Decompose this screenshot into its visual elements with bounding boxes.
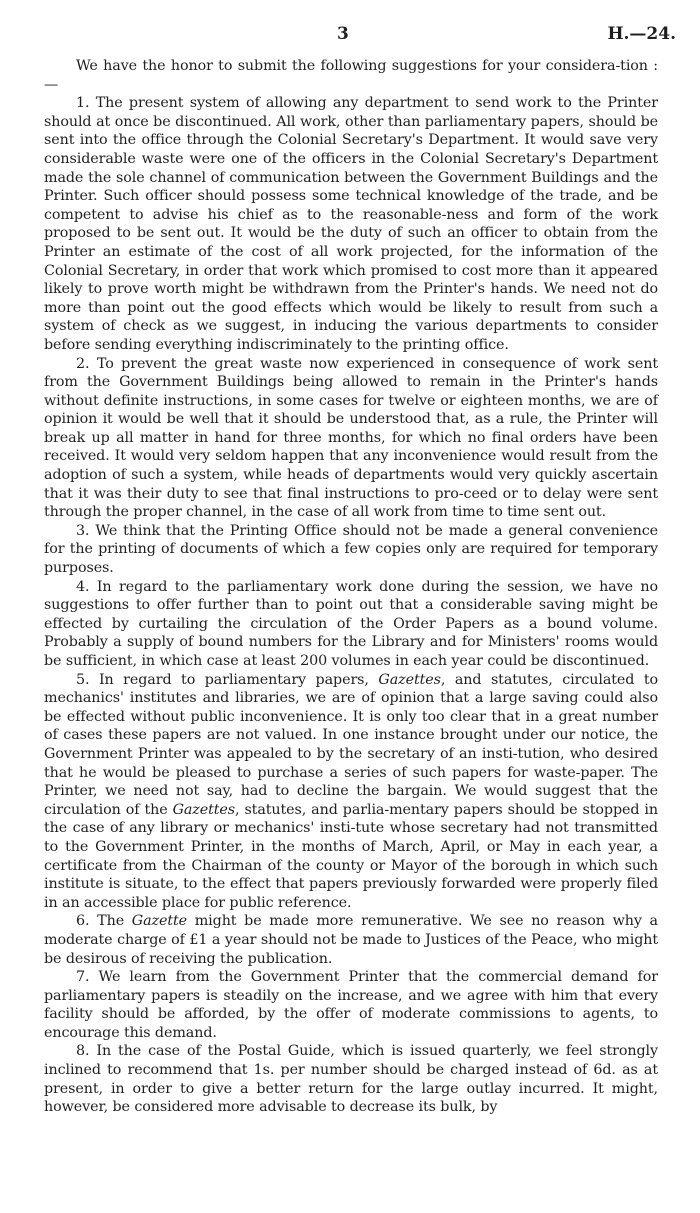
suggestion-paragraph-2: 2. To prevent the great waste now experienced in consequence of work sent from the Government Buildings being allowed to remain in the Printer's hands without definite instructions, in some cases for twelve or eighteen months, we are of opinion it would be well that it should be understood that, as a rule, the Printer will break up all matter in hand for three months, for which no final orders have been received. It would very seldom happen that any inconvenience would result from the adoption of such a system, while heads of departments would very quickly ascertain that it was their duty to see that final instructions to pro-ceed or to delay were sent through the proper channel, in the case of all work from time to time sent out. bbox=[44, 355, 658, 521]
document-reference: H.—24. bbox=[607, 24, 676, 44]
suggestion-paragraph-6: 6. The Gazette might be made more remunerative. We see no reason why a moderate charge of £1 a year should not be made to Justices of the Peace, who might be desirous of receiving the publication. bbox=[44, 913, 658, 967]
suggestion-paragraph-7: 7. We learn from the Government Printer that the commercial demand for parliamentary papers is steadily on the increase, and we agree with him that every facility should be afforded, by the offer of moderate commissions to agents, to encourage this demand. bbox=[44, 969, 658, 1041]
page-header bbox=[0, 24, 700, 48]
intro-paragraph: We have the honor to submit the following suggestions for your considera-tion :— bbox=[44, 58, 658, 93]
suggestion-paragraph-3: 3. We think that the Printing Office should not be made a general convenience for the printing of documents of which a few copies only are required for temporary purposes. bbox=[44, 522, 658, 577]
document-body bbox=[44, 57, 658, 1117]
suggestion-paragraph-5: 5. In regard to parliamentary papers, Gazettes, and statutes, circulated to mechanics' institutes and libraries, we are of opinion that a large saving could also be effected without public inconvenience. It is only too clear that in a great number of cases these papers are not valued. In one instance brought under our notice, the Government Printer was appealed to by the secretary of an insti-tution, who desired that he would be pleased to purchase a series of such papers for waste-paper. The Printer, we need not say, had to decline the bargain. We would suggest that the circulation of the Gazettes, statutes, and parlia-mentary papers should be stopped in the case of any library or mechanics' insti-tute whose secretary had not transmitted to the Government Printer, in the months of March, April, or May in each year, a certificate from the Chairman of the county or Mayor of the borough in which such institute is situate, to the effect that papers previously forwarded were properly filed in an accessible place for public reference. bbox=[44, 671, 658, 911]
page-number: 3 bbox=[337, 24, 349, 44]
suggestion-paragraph-1: 1. The present system of allowing any department to send work to the Printer should at once be discontinued. All work, other than parliamentary papers, should be sent into the office through the Colonial Secretary's Department. It would save very considerable waste were one of the officers in the Colonial Secretary's Department made the sole channel of communication between the Government Buildings and the Printer. Such officer should possess some technical knowledge of the trade, and be competent to advise his chief as to the reasonable-ness and form of the work proposed to be sent out. It would be the duty of such an officer to obtain from the Printer an estimate of the cost of all work projected, for the information of the Colonial Secretary, in order that work which promised to cost more than it appeared likely to prove worth might be withdrawn from the Printer's hands. We need not do more than point out the good effects which would be likely to result from such a system of check as we suggest, in inducing the various departments to consider before sending everything indiscriminately to the printing office. bbox=[44, 95, 658, 353]
suggestion-paragraph-4: 4. In regard to the parliamentary work done during the session, we have no suggestions to offer further than to point out that a considerable saving might be effected by curtailing the circulation of the Order Papers as a bound volume. Probably a supply of bound numbers for the Library and for Ministers' rooms would be sufficient, in which case at least 200 volumes in each year could be discontinued. bbox=[44, 578, 658, 669]
suggestion-paragraph-8: 8. In the case of the Postal Guide, which is issued quarterly, we feel strongly inclined to recommend that 1s. per number should be charged instead of 6d. as at present, in order to give a better return for the large outlay incurred. It might, however, be considered more advisable to decrease its bulk, by bbox=[44, 1043, 658, 1116]
